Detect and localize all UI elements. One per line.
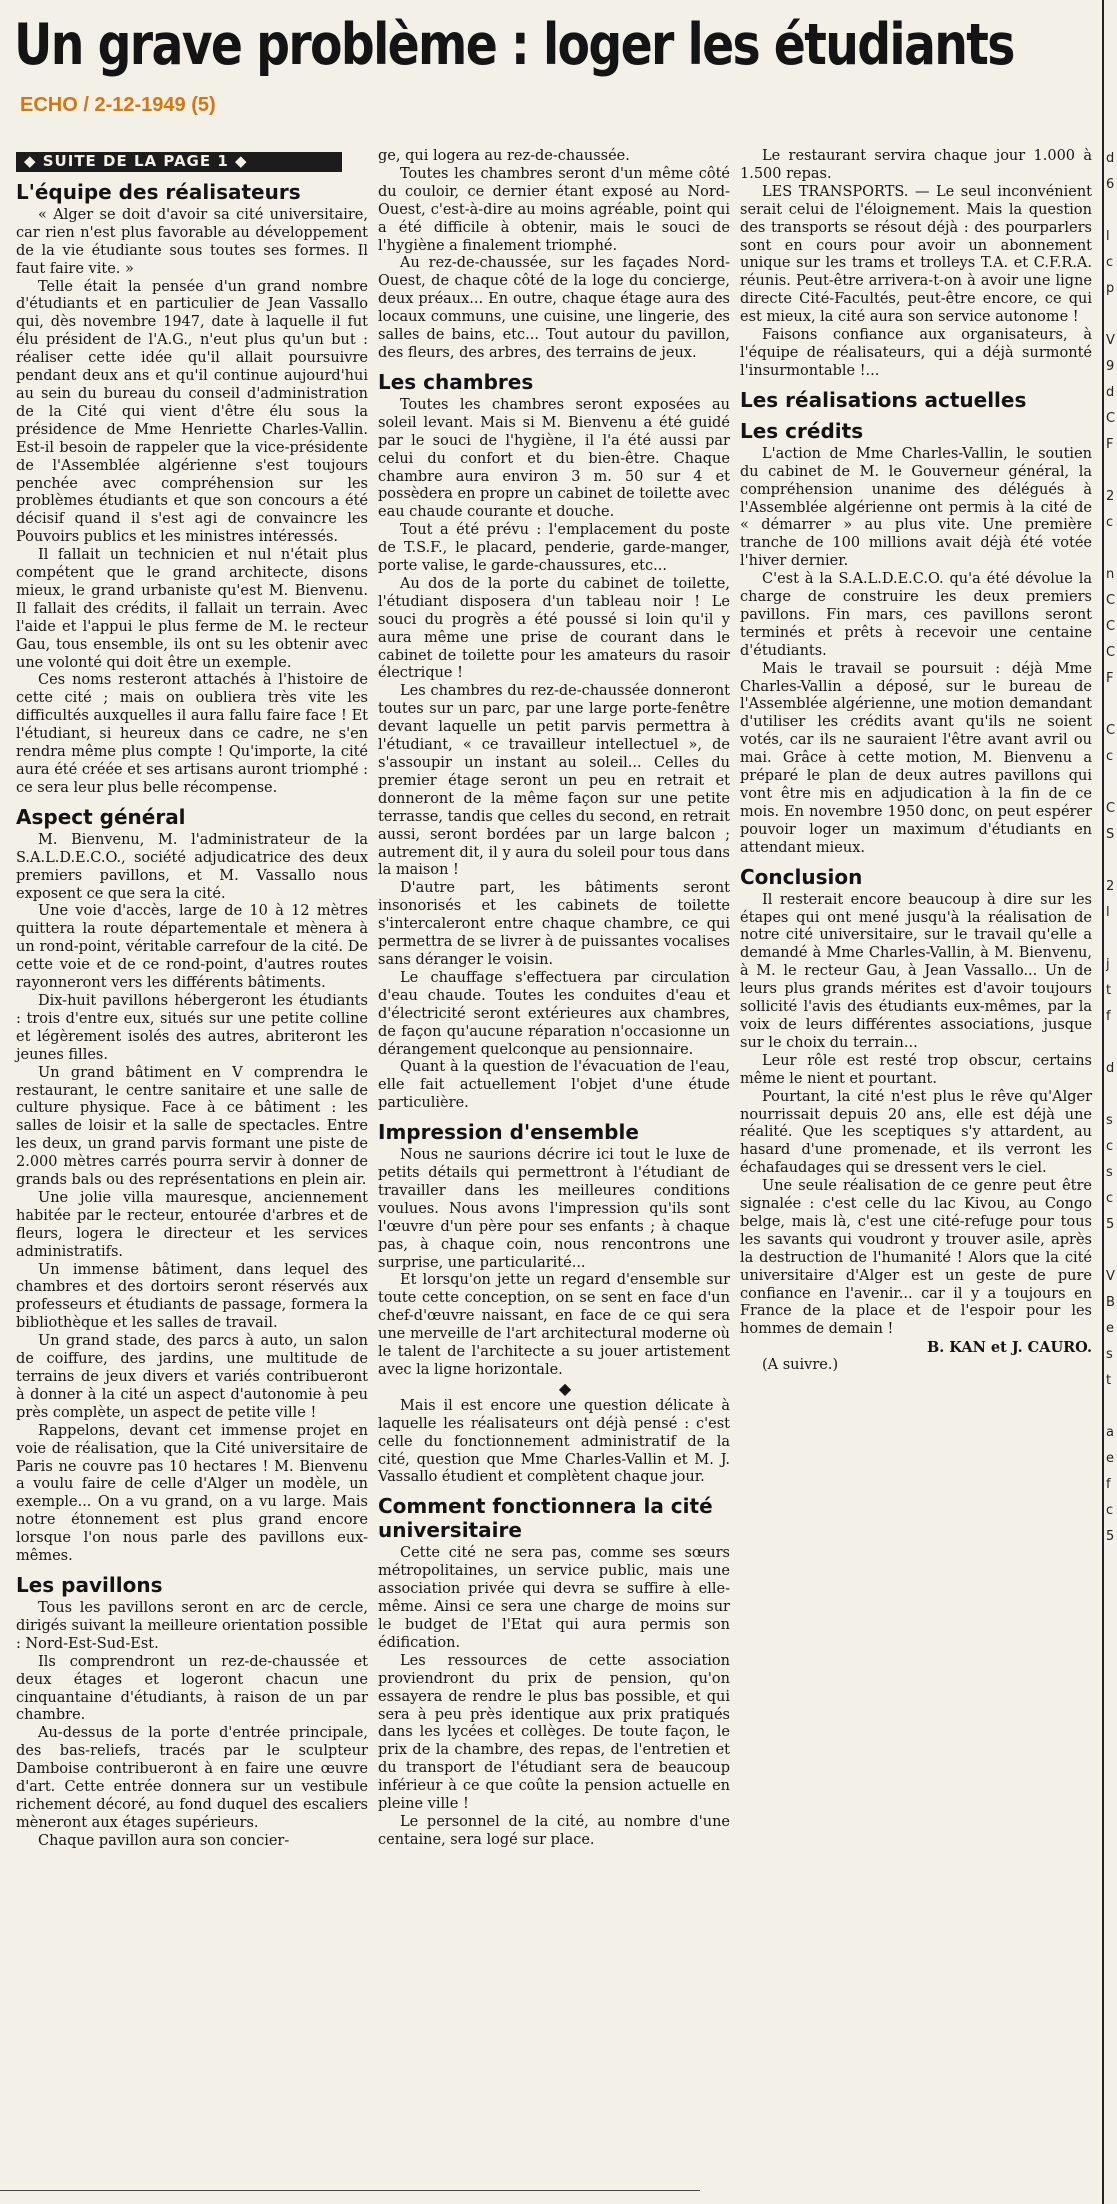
margin-fragment: t <box>1106 983 1112 998</box>
paragraph: D'autre part, les bâtiments seront insonorisés et les cabinets de toilette s'intercaleront entre chaque chambre, ce qui permettra de se livrer à de puissantes vocalises sans déranger le voisin. <box>378 880 730 968</box>
paragraph: Pourtant, la cité n'est plus le rêve qu'Alger nourrissait depuis 20 ans, elle est déjà une réalité. Que les sceptiques s'y attardent, au hasard d'une promenade, et ils verront les échafaudages qui se dressent vers le ciel. <box>740 1088 1092 1177</box>
paragraph: Il fallait un technicien et nul n'était plus compétent que le grand architecte, disons mieux, le grand urbaniste qu'est M. Bienvenu. Il fallait des crédits, il fallait un terrain. Avec l'aide et l'appui le plus ferme de M. le recteur Gau, tous ensemble, ils ont su les obtenir avec une volonté qui doit être un exemple. <box>16 547 368 671</box>
continued-banner: ◆ SUITE DE LA PAGE 1 ◆ <box>16 152 342 172</box>
margin-fragment: d <box>1106 1061 1115 1076</box>
margin-fragment: C <box>1106 411 1116 426</box>
margin-fragment: 6 <box>1106 177 1115 192</box>
paragraph: Au rez-de-chaussée, sur les façades Nord-Ouest, de chaque côté de la loge du concierge, deux préaux... En outre, chaque étage aura des locaux communs, une cuisine, une lingerie, des salles de bains, etc... Tout autour du pavillon, des fleurs, des arbres, des terrains de jeux. <box>378 255 730 361</box>
section-heading: Aspect général <box>16 804 186 829</box>
margin-fragment: F <box>1106 437 1114 452</box>
margin-fragment: 2 <box>1106 879 1115 894</box>
paragraph: Tout a été prévu : l'emplacement du poste de T.S.F., le placard, penderie, garde-manger, porte valise, le garde-chaussures, etc... <box>378 522 730 575</box>
paragraph: Toutes les chambres seront d'un même côté du couloir, ce dernier étant exposé au Nord-Ouest, c'est-à-dire au moins agréable, point qui a été difficile à obtenir, mais le souci de l'hygiène a finalement triomphé. <box>378 165 730 254</box>
article-column-3 <box>740 148 1092 1558</box>
paragraph: Nous ne saurions décrire ici tout le luxe de petits détails qui permettront à l'étudiant de travailler dans les meilleures conditions voulues. Nous avons l'impression qu'ils sont l'œuvre d'un père pour ses enfants ; à chaque pas, à chaque coin, nous rencontrons une surprise, une particularité... <box>378 1147 730 1271</box>
margin-fragment: 5 <box>1106 1529 1115 1544</box>
margin-fragment: s <box>1106 1165 1113 1180</box>
section-heading: Les crédits <box>740 418 864 443</box>
clipping-reference: ECHO / 2-12-1949 (5) <box>20 94 216 116</box>
paragraph: Et lorsqu'on jette un regard d'ensemble sur toute cette conception, on se sent en face d'un chef-d'œuvre naissant, en face de ce qui sera une merveille de l'art architectural moderne où le talent de l'architecte a su jouer artistement avec la ligne horizontale. <box>378 1272 730 1378</box>
margin-fragment: l <box>1106 905 1110 920</box>
paragraph: Il resterait encore beaucoup à dire sur les étapes qui ont mené jusqu'à la réalisation de notre cité universitaire, sur le travail qu'elle a demandé à Mme Charles-Vallin, à M. Bienvenu, à M. le recteur Gau, à Jean Vassallo... Un de leurs plus grands mérites est d'avoir toujours sollicité l'avis des étudiants eux-mêmes, par la voix de leurs différentes associations, jusque sur le choix du terrain... <box>740 891 1092 1051</box>
paragraph: Une voie d'accès, large de 10 à 12 mètres quittera la route départementale et mènera à un rond-point, véritable carrefour de la cité. De cette voie et de ce rond-point, d'autres routes rayonneront vers les différents bâtiments. <box>16 903 368 992</box>
paragraph: « Alger se doit d'avoir sa cité universitaire, car rien n'est plus favorable au développement de la vie étudiante sous toutes ses formes. Il faut faire vite. » <box>16 206 368 277</box>
margin-fragment: C <box>1106 619 1116 634</box>
margin-fragment: C <box>1106 645 1116 660</box>
paragraph: Au dos de la porte du cabinet de toilette, l'étudiant disposera d'un tableau noir ! Le souci du progrès a été poussé si loin qu'il y aura même une prise de courant dans le cabinet de toilette pour les amateurs du rasoir électrique ! <box>378 575 730 682</box>
paragraph: ge, qui logera au rez-de-chaussée. <box>378 148 630 164</box>
paragraph: Dix-huit pavillons hébergeront les étudiants : trois d'entre eux, situés sur une petite colline et légèrement isolés des autres, abriteront les jeunes filles. <box>16 992 368 1063</box>
paragraph: Les chambres du rez-de-chaussée donneront toutes sur un parc, par une large porte-fenêtre devant laquelle un petit parvis permettra à l'étudiant, « ce travailleur intellectuel », de s'assoupir un instant au soleil... Celles du premier étage seront un peu en retrait et donneront de la même façon sur une petite terrasse, tandis que celles du second, en retrait aussi, seront bordées par un large balcon ; autrement dit, il y aura du soleil pour tous dans la maison ! <box>378 683 730 879</box>
section-heading: Comment fonctionnera la cité universitaire <box>378 1494 713 1543</box>
paragraph: Rappelons, devant cet immense projet en voie de réalisation, que la Cité universitaire de Paris ne couvre pas 10 hectares ! M. Bienvenu a voulu faire de celle d'Alger un modèle, un exemple... On a vu grand, on a vu large. Mais notre étonnement est plus grand encore lorsque l'on nous parle des pavillons eux-mêmes. <box>16 1422 368 1565</box>
paragraph: Ils comprendront un rez-de-chaussée et deux étages et logeront chacun une cinquantaine d'étudiants, à raison de un par chambre. <box>16 1653 368 1724</box>
margin-fragment: l <box>1106 229 1110 244</box>
paragraph: Quant à la question de l'évacuation de l'eau, elle fait actuellement l'objet d'une étude particulière. <box>378 1059 730 1112</box>
margin-fragment: f <box>1106 1477 1111 1492</box>
article-column-1 <box>16 148 368 2193</box>
paragraph: Le personnel de la cité, au nombre d'une centaine, sera logé sur place. <box>378 1813 730 1848</box>
section-heading: Les chambres <box>378 369 534 394</box>
paragraph: Mais il est encore une question délicate à laquelle les réalisateurs ont déjà pensé : c'est celle du fonctionnement administratif de la cité, question que Mme Charles-Vallin et M. J. Vassallo étudient et complètent chaque jour. <box>378 1397 730 1486</box>
column-body <box>740 148 1092 1375</box>
section-heading: Conclusion <box>740 864 863 889</box>
margin-fragment: t <box>1106 1373 1112 1388</box>
margin-fragment: c <box>1106 749 1114 764</box>
paragraph: Chaque pavillon aura son concier- <box>38 1832 290 1849</box>
margin-fragment: d <box>1106 151 1115 166</box>
paragraph: Un grand stade, des parcs à auto, un salon de coiffure, des jardins, une multitude de terrains de jeux divers et variés contribueront à donner à la cité un aspect d'autonomie à peu près complète, un aspect de petite ville ! <box>16 1333 368 1421</box>
margin-fragment: C <box>1106 593 1116 608</box>
paragraph: L'action de Mme Charles-Vallin, le soutien du cabinet de M. le Gouverneur général, la compréhension unanime des délégués à l'Assemblée algérienne ont permis à la cité de « démarrer » au plus vite. Une première tranche de 100 millions avait déjà été votée l'hiver dernier. <box>740 445 1092 570</box>
paragraph: LES TRANSPORTS. — Le seul inconvénient serait celui de l'éloignement. Mais la question des transports se résout déjà : des pourparlers sont en cours pour avoir un abonnement unique sur les trams et trolleys T.A. et C.F.R.A. réunis. Peut-être arrivera-t-on à avoir une ligne directe Cité-Facultés, peut-être encore, ce qui est mieux, la cité aura son service autonome ! <box>740 183 1092 326</box>
article-column-2 <box>378 148 730 2193</box>
paragraph: Au-dessus de la porte d'entrée principale, des bas-reliefs, tracés par le sculpteur Damboise contribueront à en faire une œuvre d'art. Cette entrée donnera sur un vestibule richement décoré, au fond duquel des escaliers mèneront aux étages supérieurs. <box>16 1725 368 1831</box>
continued-note: (A suivre.) <box>762 1357 839 1374</box>
section-heading: Les réalisations actuelles <box>740 387 1027 412</box>
margin-fragment: C <box>1106 723 1116 738</box>
paragraph: Le restaurant servira chaque jour 1.000 à 1.500 repas. <box>740 148 1092 182</box>
paragraph: M. Bienvenu, M. l'administrateur de la S.A.L.D.E.C.O., société adjudicatrice des deux premiers pavillons, et M. Vassallo nous exposent ce que sera la cité. <box>16 831 368 902</box>
paragraph: Leur rôle est resté trop obscur, certains même le nient et pourtant. <box>740 1052 1092 1087</box>
margin-fragment: n <box>1106 567 1115 582</box>
section-heading: Les pavillons <box>16 1572 163 1597</box>
margin-fragment: B <box>1106 1295 1115 1310</box>
margin-fragment: c <box>1106 1139 1114 1154</box>
margin-fragment: 2 <box>1106 489 1115 504</box>
margin-fragment: e <box>1106 1451 1114 1466</box>
paragraph: Le chauffage s'effectuera par circulation d'eau chaude. Toutes les conduites d'eau et d'électricité seront extérieures aux chambres, de façon qu'aucune réparation n'occasionne un dérangement quelconque au pensionnaire. <box>378 969 730 1058</box>
column-body <box>378 148 730 1850</box>
section-heading: L'équipe des réalisateurs <box>16 179 301 204</box>
paragraph: Un grand bâtiment en V comprendra le restaurant, le centre sanitaire et une salle de culture physique. Face à ce bâtiment : les salles de loisir et la salle de spectacles. Entre les deux, un grand parvis formant une piste de 2.000 mètres carrés pourra servir à donner de grands bals ou des représentations en plein air. <box>16 1064 368 1189</box>
margin-fragment: j <box>1106 957 1110 972</box>
paragraph: Une jolie villa mauresque, anciennement habitée par le recteur, entourée d'arbres et de fleurs, logera le directeur et les services administratifs. <box>16 1189 368 1260</box>
byline: B. KAN et J. CAURO. <box>926 1339 1092 1357</box>
margin-fragment: V <box>1106 1269 1115 1284</box>
paragraph: Les ressources de cette association proviendront du prix de pension, qu'on essayera de rendre le plus bas possible, et qui sera à peu près identique aux prix pratiqués dans les lycées et collèges. De toute façon, le prix de la chambre, des repas, de l'entretien et du transport de l'étudiant sera de beaucoup inférieur à ce que coûte la pension actuelle en pleine ville ! <box>378 1652 730 1813</box>
paragraph: Une seule réalisation de ce genre peut être signalée : c'est celle du lac Kivou, au Congo belge, mais là, c'est une cité-refuge pour tous les savants qui voudront y trouver asile, après la destruction de l'humanité ! Alors que la cité universitaire d'Alger est un geste de pure confiance en l'avenir... car il y a toujours en France de la place et de l'espoir pour les hommes de demain ! <box>740 1178 1092 1338</box>
paragraph: Faisons confiance aux organisateurs, à l'équipe de réalisateurs, qui a déjà surmonté l'insurmontable !... <box>740 327 1092 379</box>
paragraph: Mais le travail se poursuit : déjà Mme Charles-Vallin a déposé, sur le bureau de l'Assemblée algérienne, une motion demandant d'utiliser les crédits avant qu'ils ne soient votés, car ils ne sauraient l'être avant avril ou mai. Grâce à cette motion, M. Bienvenu a préparé le plan de deux autres pavillons qui vont être mis en adjudication à la fin de ce mois. En novembre 1950 donc, on peut espérer pouvoir loger un maximum d'étudiants en attendant mieux. <box>740 660 1092 856</box>
paragraph: Tous les pavillons seront en arc de cercle, dirigés suivant la meilleure orientation possible : Nord-Est-Sud-Est. <box>16 1599 368 1652</box>
section-separator: ◆ <box>558 1378 572 1398</box>
margin-fragment: c <box>1106 1503 1114 1518</box>
margin-fragment: V <box>1106 333 1115 348</box>
column-body <box>16 180 368 1851</box>
margin-fragment: d <box>1106 385 1115 400</box>
margin-fragment: c <box>1106 515 1114 530</box>
paragraph: Ces noms resteront attachés à l'histoire de cette cité ; mais on oubliera très vite les difficultés auxquelles il aura fallu faire face ! Et l'étudiant, si heureux dans ce cadre, ne s'en rendra même plus compte ! Qu'importe, la cité aura été créée et ses artisans auront triomphé : ce sera leur plus belle récompense. <box>16 672 368 796</box>
margin-fragment: 9 <box>1106 359 1115 374</box>
margin-fragment: s <box>1106 1113 1113 1128</box>
paragraph: C'est à la S.A.L.D.E.C.O. qu'a été dévolue la charge de construire les deux premiers pavillons. Fin mars, ces pavillons seront terminés et prêts à recevoir une centaine d'étudiants. <box>740 571 1092 659</box>
paragraph: Toutes les chambres seront exposées au soleil levant. Mais si M. Bienvenu a été guidé par le souci de l'hygiène, il l'a été aussi par celui du confort et du bien-être. Chaque chambre aura environ 3 m. 50 sur 4 et possèdera en propre un cabinet de toilette avec eau chaude courante et douche. <box>378 396 730 521</box>
margin-fragment: e <box>1106 1321 1114 1336</box>
paragraph: Cette cité ne sera pas, comme ses sœurs métropolitaines, un service public, mais une association privée qui devra se suffire à elle-même. Ainsi ce sera une charge de moins sur le budget de l'Etat qui aura permis son édification. <box>378 1545 730 1651</box>
margin-fragment: C <box>1106 801 1116 816</box>
headline: Un grave problème : loger les étudiants <box>14 12 1014 78</box>
margin-fragment: 5 <box>1106 1217 1115 1232</box>
section-heading: Impression d'ensemble <box>378 1120 639 1145</box>
margin-fragment: c <box>1106 1191 1114 1206</box>
column-rule <box>1102 0 1104 2204</box>
margin-fragment: c <box>1106 255 1114 270</box>
margin-fragment: F <box>1106 671 1114 686</box>
margin-fragment: a <box>1106 1425 1114 1440</box>
paragraph: Telle était la pensée d'un grand nombre d'étudiants et en particulier de Jean Vassallo qui, dès novembre 1947, date à laquelle il fut élu président de l'A.G., n'eut plus qu'un but : réaliser cette idée qu'il allait poursuivre pendant deux ans et qu'il continue aujourd'hui au sein du bureau du conseil d'administration de la Cité qui vient d'être élu sous la présidence de Mme Henriette Charles-Vallin. Est-il besoin de rappeler que la vice-présidente de l'Assemblée algérienne s'est toujours penchée avec compréhension sur les problèmes étudiants et que son concours a été décisif quand il s'est agi de convaincre les Pouvoirs publics et les ministres intéressés. <box>16 278 368 546</box>
bottom-rule <box>0 2190 700 2191</box>
margin-fragment: f <box>1106 1009 1111 1024</box>
margin-fragment: S <box>1106 827 1115 842</box>
margin-fragment: p <box>1106 281 1115 296</box>
margin-fragment: s <box>1106 1347 1113 1362</box>
paragraph: Un immense bâtiment, dans lequel des chambres et des dortoirs seront réservés aux professeurs et étudiants de passage, formera la bibliothèque et les salles de travail. <box>16 1261 368 1332</box>
